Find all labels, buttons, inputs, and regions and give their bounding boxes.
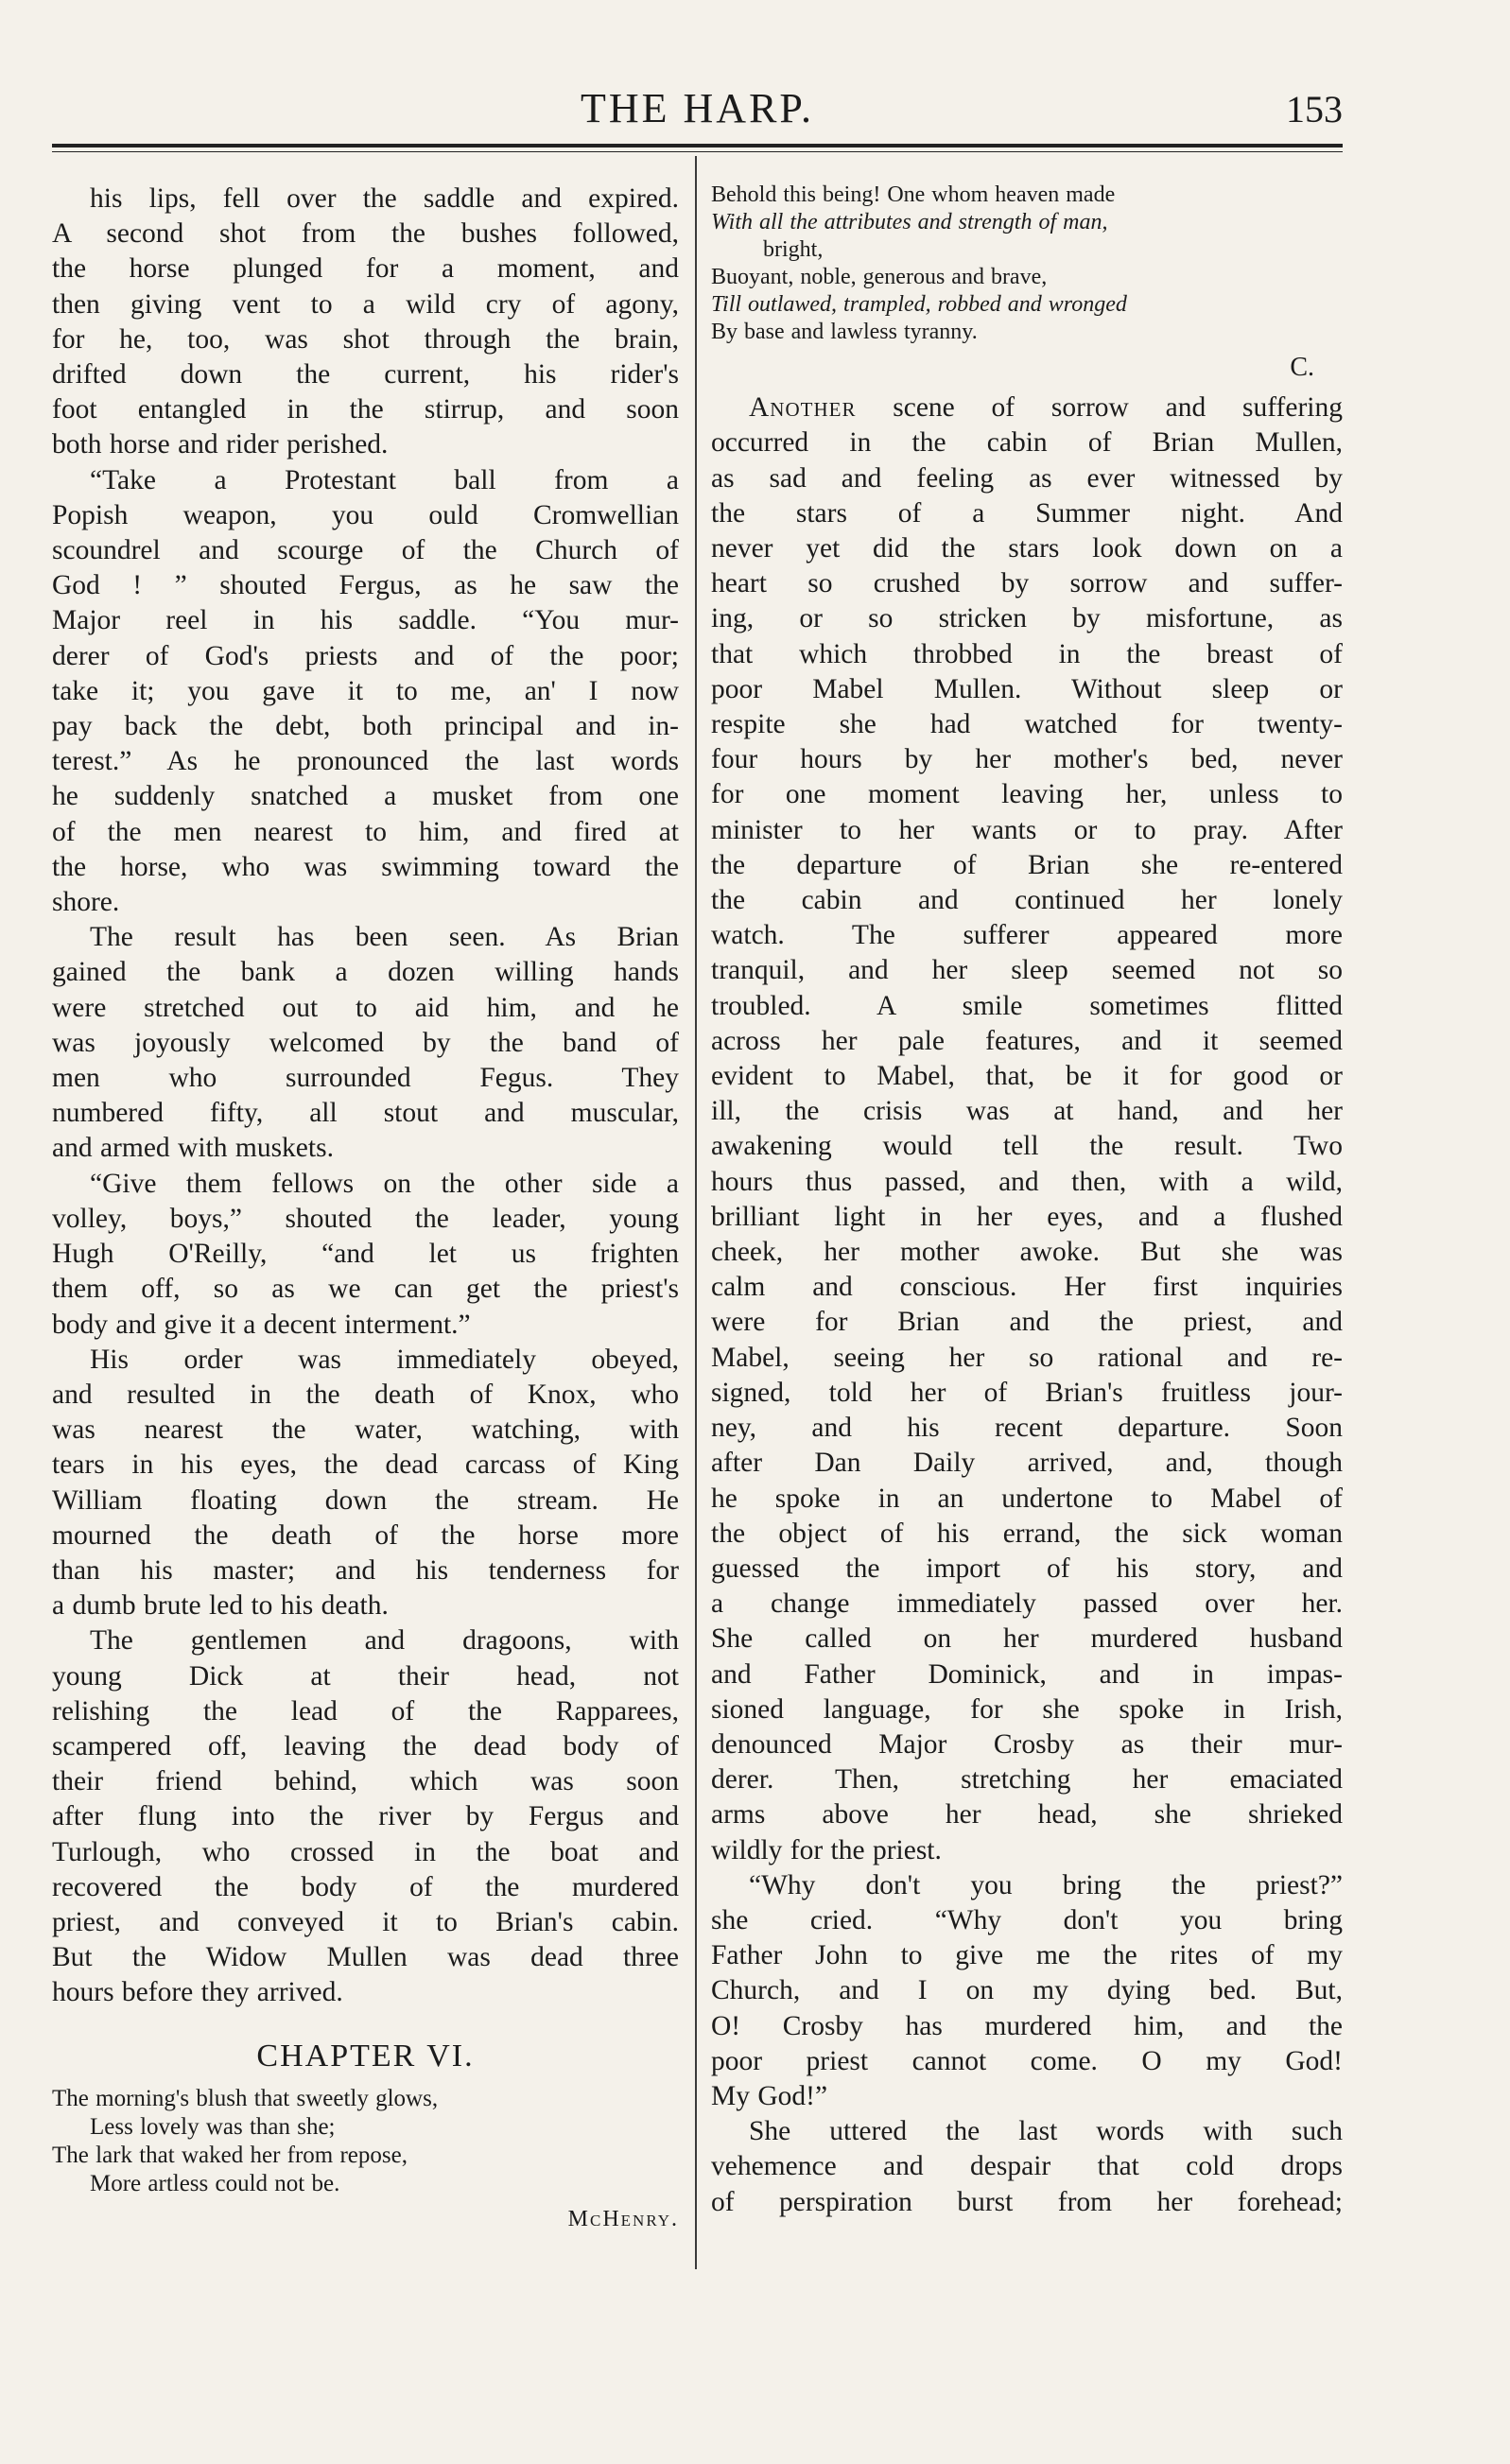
lead-word: Another — [749, 392, 857, 424]
text-line: Major reel in his saddle. “You mur- — [52, 605, 679, 636]
text-line: derer of God's priests and of the poor; — [52, 640, 679, 671]
text-line: recovered the body of the murdered — [52, 1871, 679, 1902]
text-line: “Give them fellows on the other side a — [90, 1168, 679, 1199]
text-line: relishing the lead of the Rapparees, — [52, 1695, 679, 1727]
text-line: poor priest cannot come. O my God! — [711, 2045, 1343, 2076]
text-line: the stars of a Summer night. And — [711, 497, 1343, 529]
text-line: foot entangled in the stirrup, and soon — [52, 394, 679, 425]
text-line: ill, the crisis was at hand, and her — [711, 1096, 1343, 1127]
paragraph — [52, 1167, 679, 1343]
text-line: pay back the debt, both principal and in- — [52, 711, 679, 742]
left-column — [52, 182, 679, 2237]
epigraph-line: Less lovely was than she; — [90, 2113, 336, 2140]
text-line: She called on her murdered husband — [711, 1623, 1343, 1655]
poem-signature: C. — [1290, 353, 1314, 382]
text-line: The result has been seen. As Brian — [90, 922, 679, 953]
text-line: scoundrel and scourge of the Church of — [52, 535, 679, 566]
text-line: were stretched out to aid him, and he — [52, 992, 679, 1023]
text-line: shore. — [52, 887, 120, 918]
text-line: gained the bank a dozen willing hands — [52, 957, 679, 988]
text-line: a change immediately passed over her. — [711, 1588, 1343, 1620]
text-line: his lips, fell over the saddle and expired. — [90, 183, 679, 214]
text-line: drifted down the current, his rider's — [52, 359, 679, 390]
text-line: were for Brian and the priest, and — [711, 1307, 1343, 1338]
chapter-heading: CHAPTER VI. — [256, 2038, 475, 2074]
running-header — [52, 85, 1343, 132]
text-line: for he, too, was shot through the brain, — [52, 323, 679, 355]
text-line: after flung into the river by Fergus and — [52, 1801, 679, 1832]
column-divider — [695, 156, 697, 2269]
text-line: of the men nearest to him, and fired at — [52, 816, 679, 847]
text-line: respite she had watched for twenty- — [711, 709, 1343, 740]
paragraph — [711, 390, 1343, 1868]
text-line: Church, and I on my dying bed. But, — [711, 1975, 1343, 2006]
text-line: God ! ” shouted Fergus, as he saw the — [52, 570, 679, 601]
text-line: “Why don't you bring the priest?” — [749, 1869, 1343, 1900]
paragraph — [52, 182, 679, 463]
paragraph — [711, 2114, 1343, 2220]
paragraph — [52, 1623, 679, 2010]
text-line: Mabel, seeing her so rational and re- — [711, 1342, 1343, 1373]
text-line: sioned language, for she spoke in Irish, — [711, 1693, 1343, 1725]
text-line: But the Widow Mullen was dead three — [52, 1942, 679, 1973]
text-line: that which throbbed in the breast of — [711, 638, 1343, 669]
epigraph-line: More artless could not be. — [90, 2170, 340, 2196]
poem-line: Behold this being! One whom heaven made — [711, 182, 1116, 207]
poem-line: With all the attributes and strength of man, — [711, 210, 1108, 234]
text-line: terest.” As he pronounced the last words — [52, 746, 679, 777]
text-line: four hours by her mother's bed, never — [711, 744, 1343, 775]
text-line: the object of his errand, the sick woman — [711, 1518, 1343, 1549]
text-line — [711, 390, 1343, 425]
paragraph — [52, 463, 679, 921]
text-line: Turlough, who crossed in the boat and — [52, 1836, 679, 1867]
text-line: cheek, her mother awoke. But she was — [711, 1237, 1343, 1268]
text-line: My God!” — [711, 2080, 828, 2111]
text-line: young Dick at their head, not — [52, 1660, 679, 1692]
line-text: scene of sorrow and suffering — [856, 392, 1343, 424]
text-line: never yet did the stars look down on a — [711, 533, 1343, 564]
text-line: derer. Then, stretching her emaciated — [711, 1764, 1343, 1796]
text-line: numbered fifty, all stout and muscular, — [52, 1098, 679, 1129]
text-line: minister to her wants or to pray. After — [711, 814, 1343, 845]
text-line: Hugh O'Reilly, “and let us frighten — [52, 1239, 679, 1270]
text-line: take it; you gave it to me, an' I now — [52, 675, 679, 706]
paragraph — [52, 920, 679, 1166]
text-line: Father John to give me the rites of my — [711, 1940, 1343, 1971]
text-line: mourned the death of the horse more — [52, 1519, 679, 1551]
running-title: THE HARP. — [580, 85, 815, 131]
text-line: poor Mabel Mullen. Without sleep or — [711, 673, 1343, 704]
text-line: she cried. “Why don't you bring — [711, 1904, 1343, 1935]
text-line: His order was immediately obeyed, — [90, 1344, 679, 1375]
text-line: then giving vent to a wild cry of agony, — [52, 288, 679, 320]
text-line: signed, told her of Brian's fruitless jour- — [711, 1377, 1343, 1408]
text-line: tranquil, and her sleep seemed not so — [711, 955, 1343, 986]
text-line: ney, and his recent departure. Soon — [711, 1413, 1343, 1444]
text-line: across her pale features, and it seemed — [711, 1025, 1343, 1056]
text-line: The gentlemen and dragoons, with — [90, 1625, 679, 1657]
epigraph-line: The morning's blush that sweetly glows, — [52, 2085, 439, 2111]
text-line: calm and conscious. Her first inquiries — [711, 1272, 1343, 1303]
text-line: awakening would tell the result. Two — [711, 1131, 1343, 1162]
poem-line: bright, — [763, 237, 824, 262]
text-line: arms above her head, she shrieked — [711, 1799, 1343, 1831]
text-line: tears in his eyes, the dead carcass of King — [52, 1449, 679, 1481]
text-line: both horse and rider perished. — [52, 429, 389, 460]
paragraph — [52, 1343, 679, 1624]
epigraph-attribution: McHenry. — [567, 2206, 679, 2231]
poem-line: Buoyant, noble, generous and brave, — [711, 265, 1048, 289]
text-line: than his master; and his tenderness for — [52, 1554, 679, 1586]
header-rule-thin — [52, 151, 1343, 152]
text-line: William floating down the stream. He — [52, 1484, 679, 1516]
text-line: She uttered the last words with such — [749, 2116, 1343, 2147]
text-line: O! Crosby has murdered him, and the — [711, 2010, 1343, 2041]
text-line: for one moment leaving her, unless to — [711, 779, 1343, 810]
text-line: volley, boys,” shouted the leader, young — [52, 1203, 679, 1234]
epigraph — [52, 2085, 679, 2198]
text-line: and Father Dominick, and in impas- — [711, 1658, 1343, 1690]
right-column — [711, 182, 1343, 2220]
text-line: the horse plunged for a moment, and — [52, 253, 679, 285]
text-line: guessed the import of his story, and — [711, 1553, 1343, 1584]
text-line: occurred in the cabin of Brian Mullen, — [711, 427, 1343, 459]
text-line: hours thus passed, and then, with a wild, — [711, 1166, 1343, 1197]
text-line: vehemence and despair that cold drops — [711, 2151, 1343, 2182]
text-line: troubled. A smile sometimes flitted — [711, 990, 1343, 1021]
header-rule-thick — [52, 144, 1343, 147]
text-line: body and give it a decent interment.” — [52, 1309, 471, 1340]
poem — [711, 182, 1343, 346]
text-line: evident to Mabel, that, be it for good or — [711, 1061, 1343, 1092]
text-line: after Dan Daily arrived, and, though — [711, 1448, 1343, 1479]
text-line: them off, so as we can get the priest's — [52, 1274, 679, 1305]
text-line: “Take a Protestant ball from a — [90, 464, 679, 495]
text-line: was joyously welcomed by the band of — [52, 1027, 679, 1058]
poem-line: By base and lawless tyranny. — [711, 320, 978, 344]
text-line: A second shot from the bushes followed, — [52, 218, 679, 250]
text-line: watch. The sufferer appeared more — [711, 920, 1343, 951]
text-line: Popish weapon, you ould Cromwellian — [52, 499, 679, 530]
text-line: brilliant light in her eyes, and a flushed — [711, 1201, 1343, 1232]
text-line: and resulted in the death of Knox, who — [52, 1379, 679, 1410]
text-line: hours before they arrived. — [52, 1977, 343, 2008]
text-line: was nearest the water, watching, with — [52, 1414, 679, 1446]
text-line: as sad and feeling as ever witnessed by — [711, 462, 1343, 494]
text-line: a dumb brute led to his death. — [52, 1590, 389, 1622]
text-line: men who surrounded Fegus. They — [52, 1063, 679, 1094]
paragraph — [711, 1868, 1343, 2114]
poem-line: Till outlawed, trampled, robbed and wronged — [711, 292, 1127, 317]
text-line: the cabin and continued her lonely — [711, 885, 1343, 916]
text-line: he suddenly snatched a musket from one — [52, 781, 679, 812]
text-line: the departure of Brian she re-entered — [711, 849, 1343, 880]
text-line: wildly for the priest. — [711, 1834, 942, 1865]
text-line: their friend behind, which was soon — [52, 1766, 679, 1797]
text-line: priest, and conveyed it to Brian's cabin. — [52, 1906, 679, 1937]
text-line: the horse, who was swimming toward the — [52, 851, 679, 882]
text-line: ing, or so stricken by misfortune, as — [711, 603, 1343, 634]
text-line: scampered off, leaving the dead body of — [52, 1730, 679, 1761]
text-line: and armed with muskets. — [52, 1133, 334, 1164]
text-line: he spoke in an undertone to Mabel of — [711, 1483, 1343, 1514]
page-number: 153 — [1286, 88, 1343, 130]
epigraph-line: The lark that waked her from repose, — [52, 2142, 408, 2168]
text-line: heart so crushed by sorrow and suffer- — [711, 568, 1343, 599]
text-line: denounced Major Crosby as their mur- — [711, 1728, 1343, 1760]
text-line: of perspiration burst from her forehead; — [711, 2186, 1343, 2217]
